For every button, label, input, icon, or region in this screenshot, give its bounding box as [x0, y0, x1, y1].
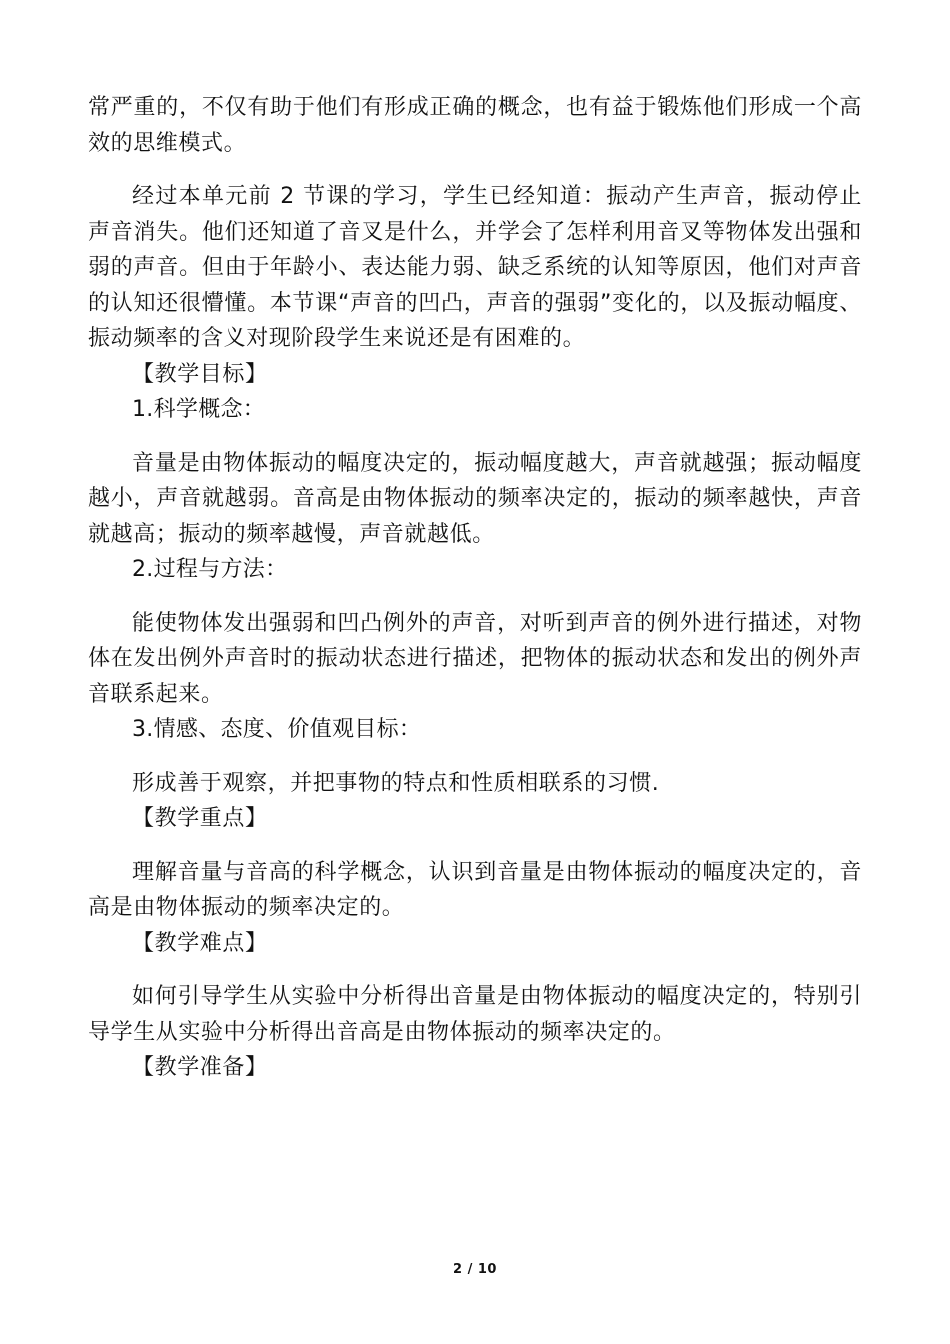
paragraph-continuation: 常严重的，不仅有助于他们有形成正确的概念，也有益于锻炼他们形成一个高效的思维模式。: [88, 95, 862, 156]
paragraph-process-methods: 能使物体发出强弱和凹凸例外的声音，对听到声音的例外进行描述，对物体在发出例外声音时的振动状态进行描述，把物体的振动状态和发出的例外声音联系起来。: [88, 610, 862, 707]
paragraph-key-points: 理解音量与音高的科学概念，认识到音量是由物体振动的幅度决定的，音高是由物体振动的频率决定的。: [88, 859, 862, 920]
paragraph-student-analysis: 经过本单元前 2 节课的学习，学生已经知道：振动产生声音，振动停止声音消失。他们还知道了音叉是什么，并学会了怎样利用音叉等物体发出强和弱的声音。但由于年龄小、表达能力弱、缺乏系统的认知等原因，他们对声音的认知还很懵懂。本节课“声音的凹凸，声音的强弱”变化的，以及振动幅度、振动频率的含义对现阶段学生来说还是有困难的。: [88, 184, 862, 351]
subheading-attitude-goals: 3.情感、态度、价值观目标：: [132, 717, 422, 742]
paragraph-science-concepts: 音量是由物体振动的幅度决定的，振动幅度越大，声音就越强；振动幅度越小，声音就越弱。音高是由物体振动的频率决定的，振动的频率越快，声音就越高；振动的频率越慢，声音就越低。: [88, 450, 862, 547]
paragraph-difficulties: 如何引导学生从实验中分析得出音量是由物体振动的幅度决定的，特别引导学生从实验中分析得出音高是由物体振动的频率决定的。: [88, 984, 862, 1045]
document-body: [88, 90, 862, 1086]
page-number: 2 / 10: [453, 1262, 497, 1277]
section-heading-teaching-goals: 【教学目标】: [132, 361, 268, 387]
section-heading-key-points: 【教学重点】: [132, 806, 268, 831]
paragraph-attitude-goals: 形成善于观察，并把事物的特点和性质相联系的习惯.: [132, 770, 660, 796]
subheading-process-methods: 2.过程与方法：: [132, 557, 288, 582]
subheading-science-concepts: 1.科学概念：: [132, 397, 266, 422]
section-heading-preparation: 【教学准备】: [132, 1055, 268, 1080]
section-heading-difficulties: 【教学难点】: [132, 930, 268, 956]
